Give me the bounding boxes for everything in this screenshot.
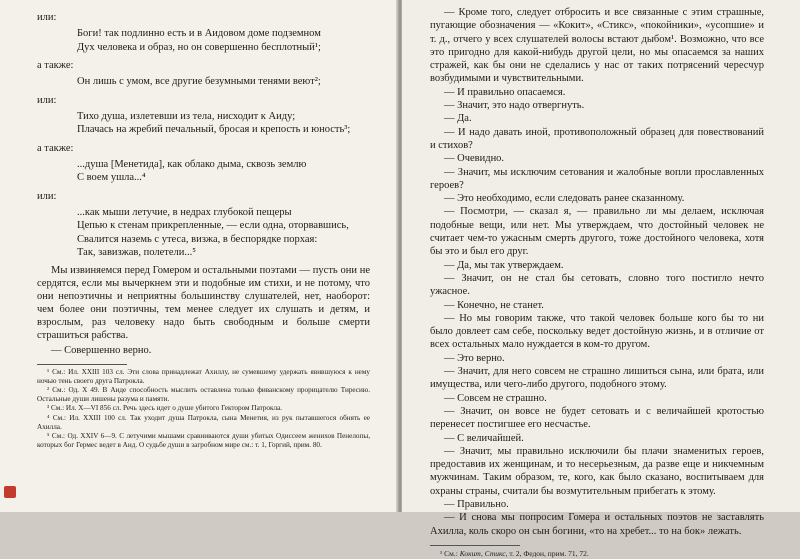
verse-line: Свалится наземь с утеса, визжа, в беспорядке порхая: [77,233,318,245]
left-page-content [37,6,370,450]
quote-intro-label: или: [37,94,57,106]
dialogue-line: — Значит, он не стал бы сетовать, словно того постигло нечто ужасное. [430,272,764,298]
dialogue-line: — Конечно, не станет. [444,299,544,311]
verse-quote [77,27,370,54]
verse-quote [77,110,370,137]
left-paragraph: Мы извиняемся перед Гомером и остальными поэтами — пусть они не сердятся, если мы вычеркнем эти и подобные им стихи, и не потому, что они непоэтичны и неприятны большинству слушателей, нет, наоборот: чем более они поэтичны, тем менее следует их слушать и детям, и взрослым, раз человеку надо быть свободным и больше смерти страшиться рабства. [37,264,370,341]
right-footnote: ¹ См.: Кокит, Стикс, т. 2, Федон, прим. 71, 72. [440,548,589,558]
left-page [0,0,398,512]
verse-line: Дух человека и образ, но он совершенно бесплотный¹; [77,41,321,53]
poetry-quotes [37,11,370,260]
quote-intro-label: а также: [37,60,74,71]
dialogue-line: — Кроме того, следует отбросить и все связанные с этим страшные, пугающие обозначения — «Кокит», «Стикс», «покойники», «усопшие» и т. д., отчего у всех слушателей волосы встают дыбом¹. Возможно, что все это пригодно для какой-нибудь другой цели, но мы опасаемся за наших стражей, как бы они не сделались у нас от таких потрясений чересчур возбудимыми и чувствительными. [430,7,764,85]
dialogue-line: — С величайшей. [444,432,524,444]
dialogue-line: — Но мы говорим также, что такой человек больше кого бы то ни было довлеет сам себе, поскольку ведет достойную жизнь, и в отличие от всех остальных мало нуждается в ком-то другом. [430,312,764,351]
right-page [402,0,800,558]
verse-line: ...как мыши летучие, в недрах глубокой пещеры [77,206,292,218]
quote-intro-label: а также: [37,142,74,154]
dialogue-line: — И правильно опасаемся. [444,86,566,98]
dialogue-line: — Это верно. [444,352,505,364]
dialogue-line: — Это необходимо, если следовать ранее сказанному. [444,193,685,205]
left-reply: — Совершенно верно. [51,344,152,356]
quote-intro-label: или: [37,12,57,23]
left-footnotes [37,368,370,451]
verse-quote [77,206,370,260]
footnote: ¹ См.: Ил. XXIII 103 сл. Эти слова принадлежат Ахиллу, не сумевшему удержать явившуюся к нему ночью тень своего друга Патрокла. [37,367,370,385]
dialogue-line: — И снова мы попросим Гомера и остальных поэтов не заставлять Ахилла, коль скоро он сын богини, «то на хребет... то на бок» лежать. [430,512,764,537]
dialogue-line: — Совсем не страшно. [444,392,547,404]
verse-line: С воем ушла...⁴ [77,172,146,183]
dialogue-line: — Значит, он вовсе не будет сетовать и с величайшей кротостью перенесет постигшее его несчастье. [430,405,764,431]
dialogue-line: — Значит, это надо отвергнуть. [444,100,585,112]
dialogue-line: — Да, мы так утверждаем. [444,259,564,271]
dialogue-line: — Значит, для него совсем не страшно лишиться сына, или брата, или имущества, или чего-либо другого, подобного этому. [430,366,764,391]
verse-quote [77,158,370,185]
dialogue-line: — И надо давать иной, противоположный образец для повествований и стихов? [430,126,764,151]
footnote: ² См.: Од. X 49. В Аиде способность мыслить оставлена только фиванскому прорицателю Тиресию. Остальные души лишены разума и памяти. [37,385,370,404]
footnote: ⁵ См.: Од. XXIV 6—9. С летучими мышами сравниваются души убитых Одиссеем женихов Пенелопы, которых бог Гермес ведет в Аид. О судьбе души в загробном мире см.: т. 1, Горгий, прим. 80. [37,431,370,450]
footnote: ³ См.: Ил. X—VI 856 сл. Речь здесь идет о душе убитого Гектором Патрокла. [47,404,283,413]
verse-quote [77,75,370,89]
dialogue-line: — Посмотри, — сказал я, — правильно ли мы делаем, исключая подобные вещи, или нет. Мы утверждаем, что достойный человек не считает чем-то ужасным смерть другого, тоже достойного человека, хотя бы это и был его друг. [430,206,764,258]
verse-line: Тихо душа, излетевши из тела, нисходит к Аиду; [77,110,296,122]
dialogue-line: — Значит, мы правильно исключили бы плачи знаменитых героев, предоставив их женщинам, и то несерьезным, да разве еще и никчемным мужчинам. Таким образом, те, кого, как было сказано, воспитываем для охраны страны, считали бы возмутительным прибегать к этому. [430,445,764,497]
verse-line: Боги! так подлинно есть и в Аидовом доме подземном [77,28,321,39]
footnote-separator-right [430,545,520,546]
dialogue-lines [430,6,764,538]
quote-intro-label: или: [37,190,57,202]
red-mark [4,486,16,498]
verse-line: Плачась на жребий печальный, бросая и крепость и юность³; [77,124,351,135]
verse-line: Так, завизжав, полетели...⁵ [77,247,196,258]
right-page-content [430,6,764,559]
footnote: ⁴ См.: Ил. XXIII 100 сл. Так уходит душа Патрокла, сына Менетия, из рук пытавшегося обнять ее Ахилла. [37,413,370,431]
dialogue-line: — Правильно. [444,498,509,510]
verse-line: Он лишь с умом, все другие безумными тенями веют²; [77,76,321,87]
footnote-separator [37,364,127,365]
verse-line: Цепью к стенам прикрепленные, — если одна, оторвавшись, [77,220,349,231]
dialogue-line: — Очевидно. [444,153,505,165]
verse-line: ...душа [Менетида], как облако дыма, сквозь землю [77,158,307,170]
dialogue-line: — Значит, мы исключим сетования и жалобные вопли прославленных героев? [430,166,764,191]
dialogue-line: — Да. [444,113,472,125]
